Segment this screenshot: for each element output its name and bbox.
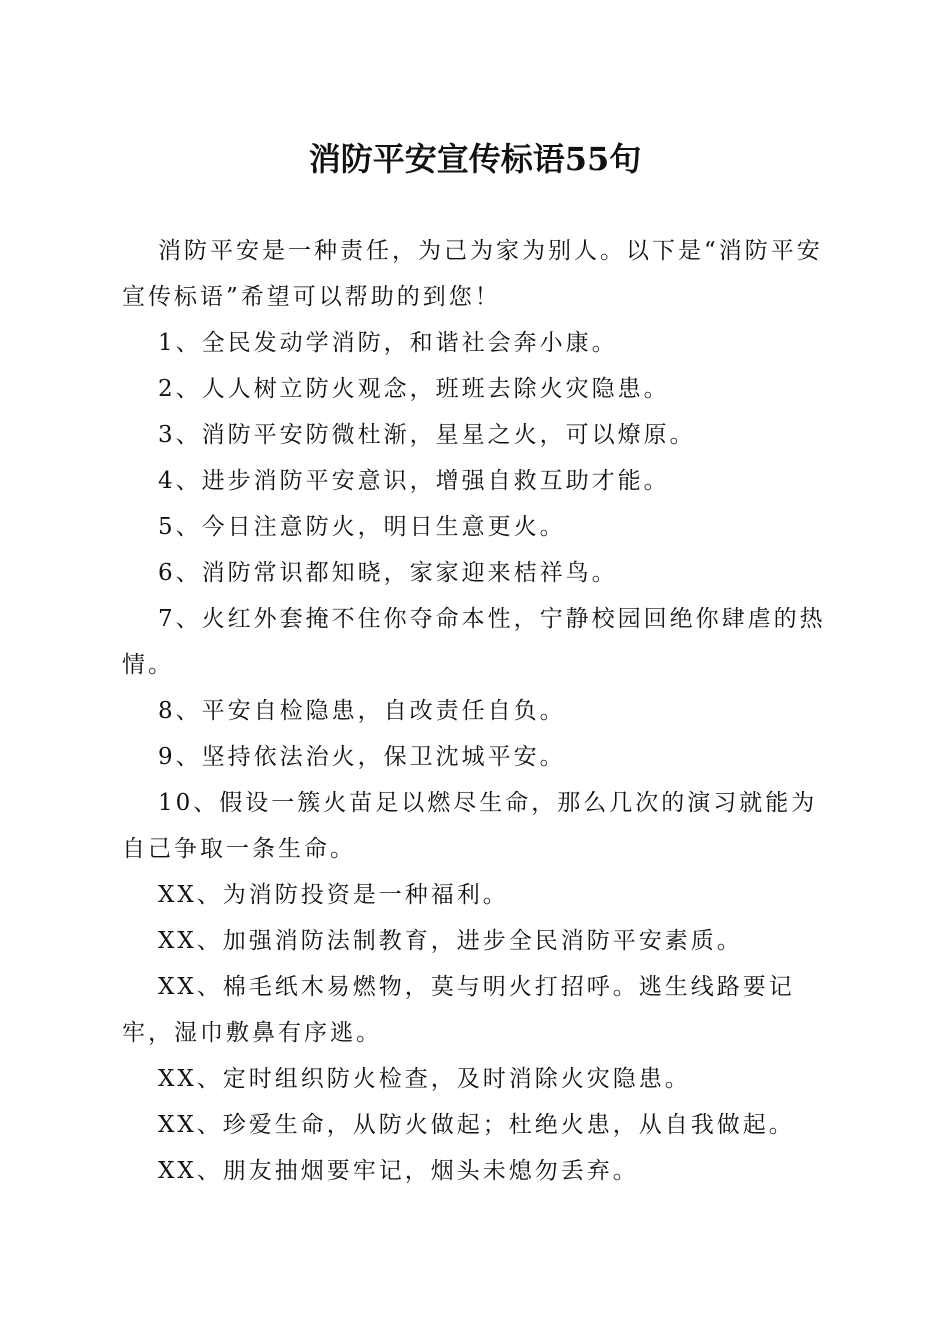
slogan-item: XX、定时组织防火检查，及时消除火灾隐患。 (158, 1066, 691, 1092)
slogan-item: 8、平安自检隐患，自改责任自负。 (158, 698, 566, 724)
slogan-item: XX、棉毛纸木易燃物，莫与明火打招呼。逃生线路要记牢，湿巾敷鼻有序逃。 (122, 974, 795, 1046)
slogan-item: 6、消防常识都知晓，家家迎来桔祥鸟。 (158, 560, 618, 586)
document-title: 消防平安宣传标语55句 (308, 140, 642, 178)
slogan-item: 9、坚持依法治火，保卫沈城平安。 (158, 744, 566, 770)
slogan-item: XX、珍爱生命，从防火做起；杜绝火患，从自我做起。 (158, 1112, 795, 1138)
slogan-item: 7、火红外套掩不住你夺命本性，宁静校园回绝你肆虐的热情。 (122, 606, 826, 678)
slogan-item: XX、为消防投资是一种福利。 (158, 882, 509, 908)
slogan-item: 2、人人树立防火观念，班班去除火灾隐患。 (158, 376, 670, 402)
slogan-item: 4、进步消防平安意识，增强自救互助才能。 (158, 468, 670, 494)
slogan-item: XX、朋友抽烟要牢记，烟头未熄勿丢弃。 (158, 1158, 639, 1184)
slogan-item: 10、假设一簇火苗足以燃尽生命，那么几次的演习就能为自己争取一条生命。 (122, 790, 818, 862)
document-body (122, 228, 828, 1194)
slogan-item: XX、加强消防法制教育，进步全民消防平安素质。 (158, 928, 743, 954)
slogan-item: 3、消防平安防微杜渐，星星之火，可以燎原。 (158, 422, 696, 448)
slogan-item: 1、全民发动学消防，和谐社会奔小康。 (158, 330, 618, 356)
slogan-item: 5、今日注意防火，明日生意更火。 (158, 514, 566, 540)
intro-paragraph: 消防平安是一种责任，为己为家为别人。以下是“消防平安宣传标语”希望可以帮助的到您！ (122, 238, 823, 310)
